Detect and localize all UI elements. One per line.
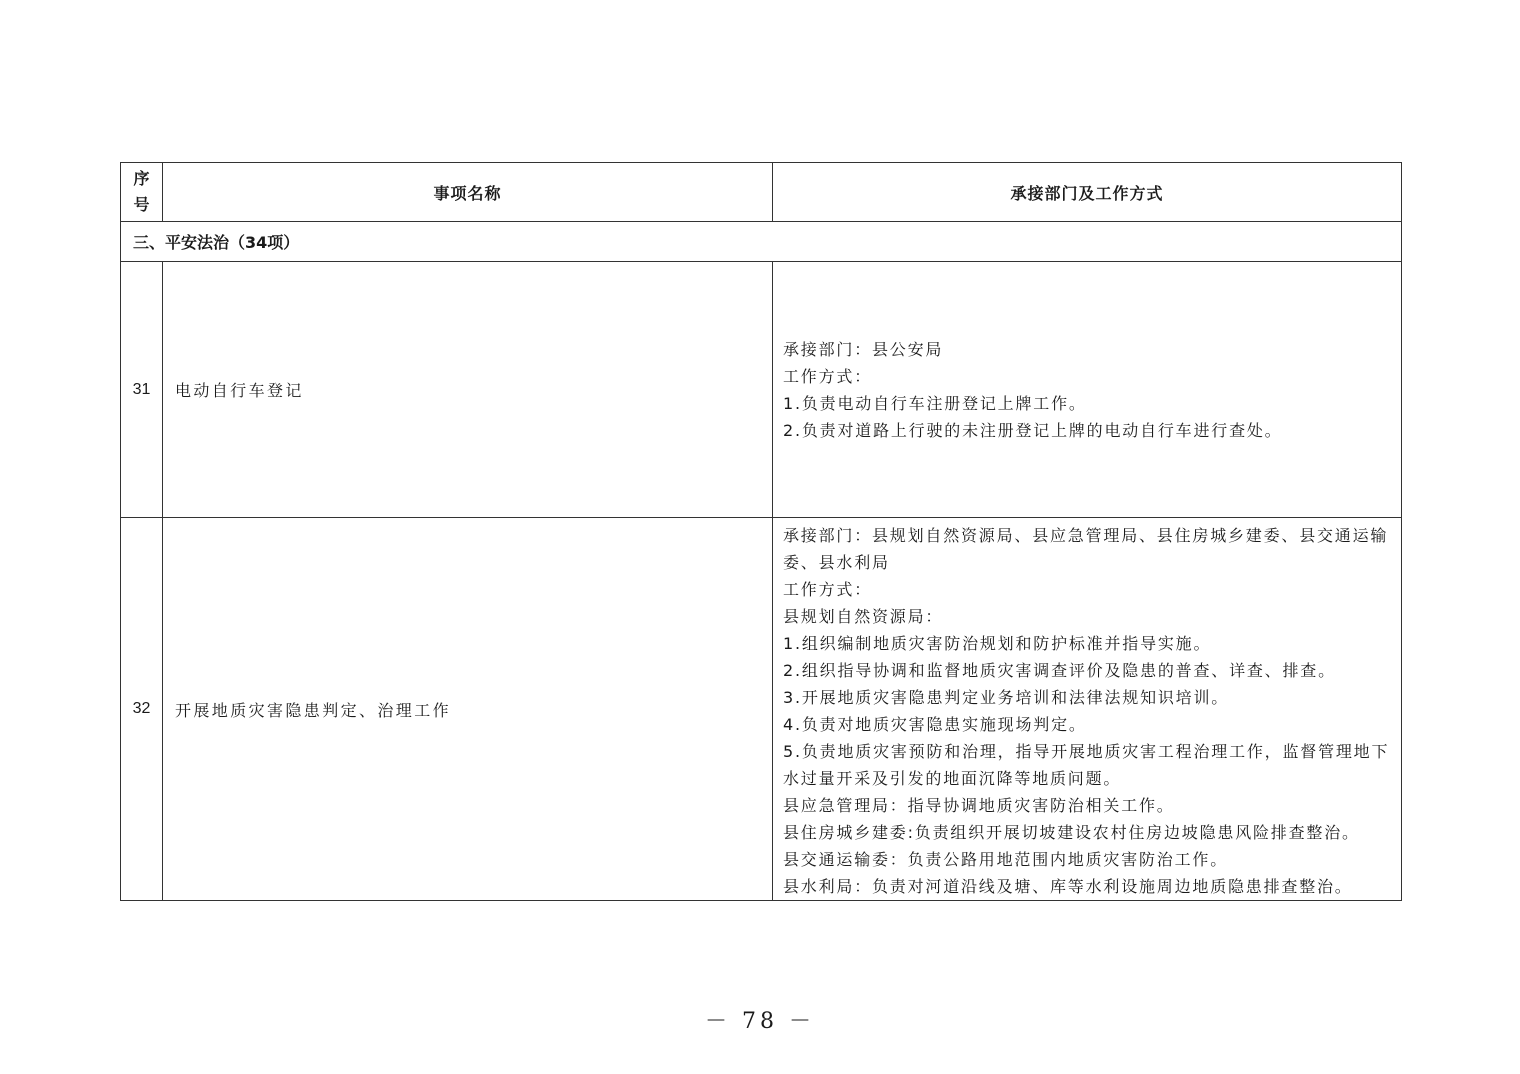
dept-line: 3.开展地质灾害隐患判定业务培训和法律法规知识培训。: [783, 688, 1230, 707]
dept-line: 县交通运输委：负责公路用地范围内地质灾害防治工作。: [783, 850, 1229, 869]
table-header-row: [121, 163, 1402, 222]
dept-line: 2.组织指导协调和监督地质灾害调查评价及隐患的普查、详查、排查。: [783, 661, 1336, 680]
item-name: 开展地质灾害隐患判定、治理工作: [163, 518, 773, 901]
dept-line: 工作方式：: [783, 580, 873, 599]
dept-line: 1.负责电动自行车注册登记上牌工作。: [783, 393, 1087, 413]
dept-line: 2.负责对道路上行驶的未注册登记上牌的电动自行车进行查处。: [783, 420, 1283, 440]
header-serial-number: 序 号: [121, 163, 163, 222]
row-number: 31: [121, 262, 163, 518]
section-row: [121, 222, 1402, 262]
department-method: [773, 518, 1402, 901]
dept-line: 县住房城乡建委:负责组织开展切坡建设农村住房边坡隐患风险排查整治。: [783, 823, 1360, 842]
dept-line: 4.负责对地质灾害隐患实施现场判定。: [783, 715, 1087, 734]
page-number: － 78 －: [705, 1009, 815, 1034]
dept-line: 县应急管理局：指导协调地质灾害防治相关工作。: [783, 796, 1175, 815]
dept-line: 5.负责地质灾害预防和治理，指导开展地质灾害工程治理工作，监督管理地下水过量开采及引发的地面沉降等地质问题。: [783, 742, 1390, 788]
section-title: 三、平安法治（34项）: [121, 222, 1402, 262]
header-item-name: 事项名称: [163, 163, 773, 222]
row-number: 32: [121, 518, 163, 901]
table-row: [121, 518, 1402, 901]
dept-line: 1.组织编制地质灾害防治规划和防护标准并指导实施。: [783, 634, 1212, 653]
department-method: [773, 262, 1402, 518]
dept-line: 工作方式：: [783, 366, 873, 386]
dept-line: 县水利局：负责对河道沿线及塘、库等水利设施周边地质隐患排查整治。: [783, 877, 1353, 896]
item-name: 电动自行车登记: [163, 262, 773, 518]
items-table: [120, 162, 1402, 901]
dept-line: 县规划自然资源局：: [783, 607, 944, 626]
dept-line: 承接部门：县公安局: [783, 339, 944, 359]
header-department-method: 承接部门及工作方式: [773, 163, 1402, 222]
table-row: [121, 262, 1402, 518]
dept-line: 承接部门：县规划自然资源局、县应急管理局、县住房城乡建委、县交通运输委、县水利局: [783, 526, 1389, 572]
